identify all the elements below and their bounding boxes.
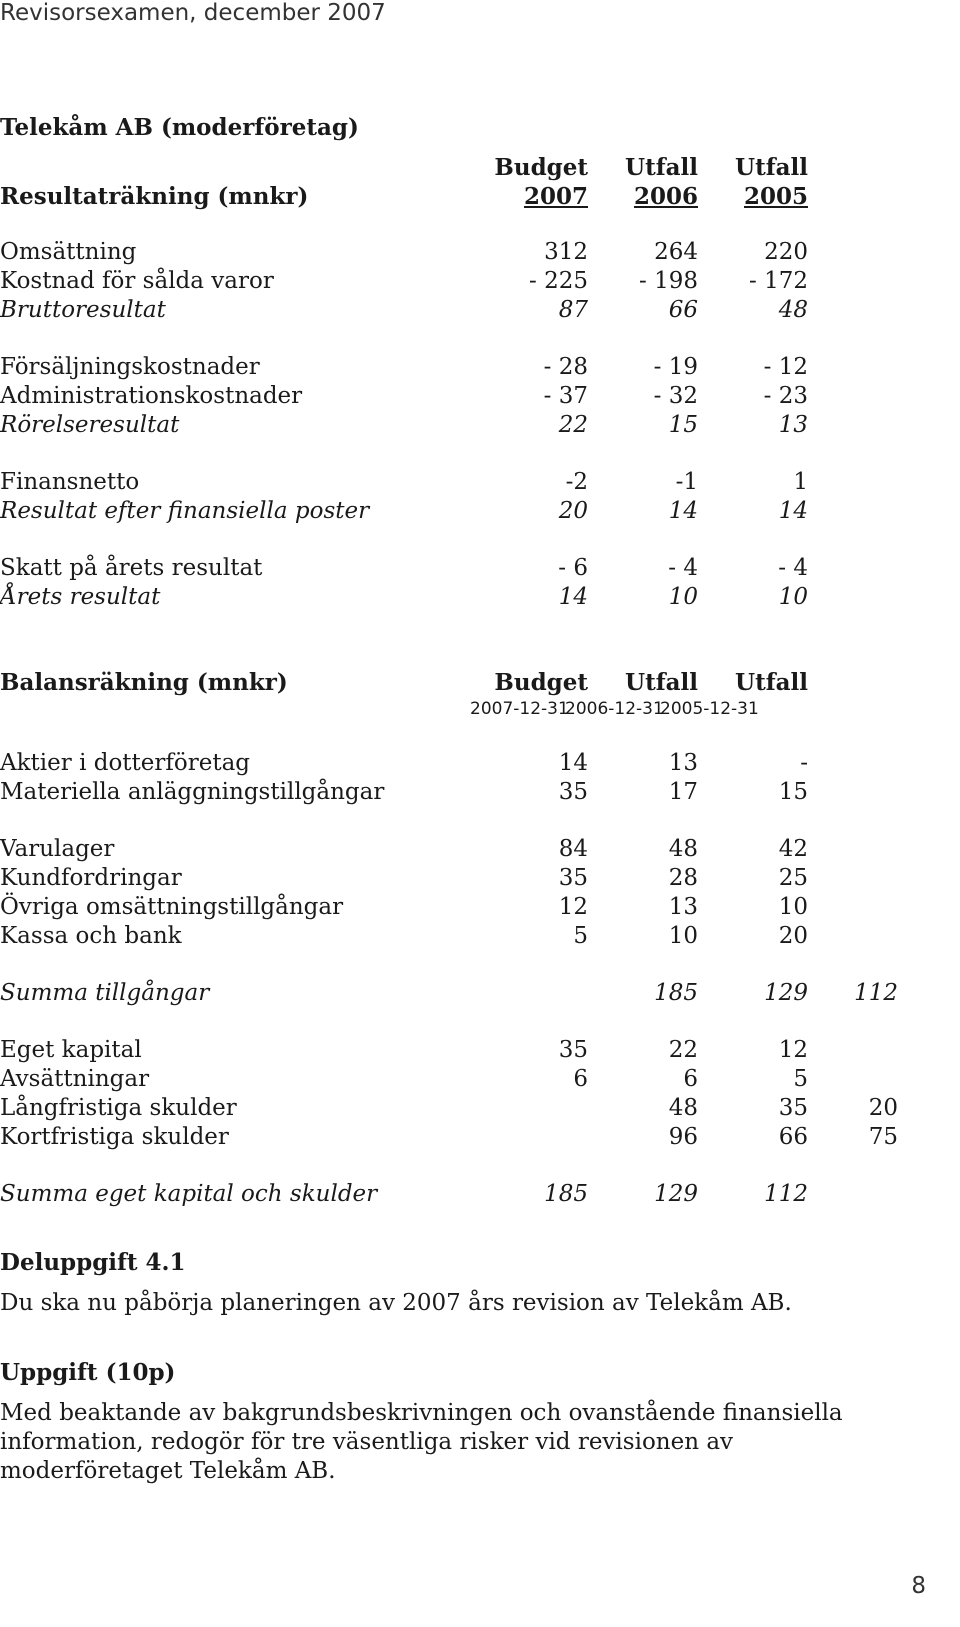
balance-row-value: 48 [668, 1095, 698, 1121]
income-row-value: - 32 [653, 383, 698, 409]
income-row-value: - 37 [543, 383, 588, 409]
income-row-value: - 198 [639, 268, 698, 294]
income-row-value: 14 [778, 498, 808, 524]
income-row-value: 20 [558, 498, 588, 524]
balance-row-value: 35 [558, 779, 588, 805]
balance-row-value: 20 [778, 923, 808, 949]
income-row-value: - 12 [763, 354, 808, 380]
balance-row-label: Varulager [0, 836, 115, 862]
balance-row-value: 129 [764, 980, 808, 1006]
income-row-value: - 28 [543, 354, 588, 380]
balance-row-label: Kortfristiga skulder [0, 1124, 229, 1150]
balance-row-value: 22 [668, 1037, 698, 1063]
income-row-value: - 172 [749, 268, 808, 294]
balance-row-value: 185 [544, 1181, 588, 1207]
income-col-year-2005: 2005 [743, 183, 808, 210]
income-row-value: - 4 [668, 555, 698, 581]
task-text-line: Med beaktande av bakgrundsbeskrivningen och ovanstående finansiella [0, 1400, 843, 1426]
income-row-value: 1 [793, 469, 808, 495]
income-row-label: Bruttoresultat [0, 297, 166, 323]
balance-row-value: 35 [778, 1095, 808, 1121]
task-text-line: moderföretaget Telekåm AB. [0, 1458, 336, 1484]
income-col-label-utfall-2005: Utfall [735, 154, 808, 181]
balance-row-value: 20 [868, 1095, 898, 1121]
income-row-value: 87 [558, 297, 588, 323]
income-row-label: Finansnetto [0, 469, 140, 495]
subtask-title: Deluppgift 4.1 [0, 1249, 186, 1276]
subtask-text: Du ska nu påbörja planeringen av 2007 års revision av Telekåm AB. [0, 1290, 792, 1316]
task-title: Uppgift (10p) [0, 1359, 176, 1386]
balance-col-date-2007: 2007-12-31 [470, 699, 569, 719]
income-row-label: Omsättning [0, 239, 137, 265]
income-row-value: 264 [654, 239, 698, 265]
balance-row-label: Aktier i dotterföretag [0, 750, 251, 776]
balance-row-label: Materiella anläggningstillgångar [0, 779, 385, 805]
balance-row-value: 42 [778, 836, 808, 862]
balance-row-value: 28 [668, 865, 698, 891]
income-row-label: Försäljningskostnader [0, 354, 260, 380]
income-row-label: Resultat efter finansiella poster [0, 498, 370, 524]
balance-row-value: 25 [778, 865, 808, 891]
balance-row-value: 6 [573, 1066, 588, 1092]
income-row-value: 48 [778, 297, 808, 323]
balance-row-value: 129 [654, 1181, 698, 1207]
balance-col-label-utfall-2005: Utfall [735, 669, 808, 696]
income-row-value: - 4 [778, 555, 808, 581]
income-row-value: 14 [668, 498, 698, 524]
balance-row-value: 15 [778, 779, 808, 805]
balance-row-label: Kassa och bank [0, 923, 182, 949]
balance-row-value: 96 [668, 1124, 698, 1150]
income-col-label-budget: Budget [494, 154, 588, 181]
balance-row-value: 112 [854, 980, 898, 1006]
income-row-value: 10 [778, 584, 808, 610]
balance-row-value: 75 [868, 1124, 898, 1150]
income-row-value: 14 [558, 584, 588, 610]
income-row-value: 312 [544, 239, 588, 265]
balance-row-value: 48 [668, 836, 698, 862]
balance-row-value: 112 [764, 1181, 808, 1207]
balance-row-value: 14 [558, 750, 588, 776]
balance-row-value: 185 [654, 980, 698, 1006]
balance-row-value: 10 [778, 894, 808, 920]
income-col-year-2007: 2007 [523, 183, 588, 210]
balance-row-value: 35 [558, 865, 588, 891]
page-number: 8 [911, 1573, 926, 1599]
income-row-value: - 225 [529, 268, 588, 294]
page-header: Revisorsexamen, december 2007 [0, 0, 386, 26]
income-col-label-utfall-2006: Utfall [625, 154, 698, 181]
income-row-label: Administrationskostnader [0, 383, 303, 409]
balance-row-label: Långfristiga skulder [0, 1095, 237, 1121]
balance-row-value: - [800, 750, 808, 776]
balance-title: Balansräkning (mnkr) [0, 669, 288, 696]
balance-col-date-2005: 2005-12-31 [660, 699, 759, 719]
income-row-value: 66 [668, 297, 698, 323]
income-row-value: -2 [565, 469, 588, 495]
income-row-value: -1 [675, 469, 698, 495]
income-row-label: Rörelseresultat [0, 412, 180, 438]
balance-col-date-2006: 2006-12-31 [565, 699, 664, 719]
balance-row-label: Kundfordringar [0, 865, 182, 891]
balance-row-value: 84 [558, 836, 588, 862]
balance-row-value: 12 [558, 894, 588, 920]
balance-row-value: 6 [683, 1066, 698, 1092]
balance-col-label-budget: Budget [494, 669, 588, 696]
income-row-label: Skatt på årets resultat [0, 555, 263, 581]
balance-row-value: 66 [778, 1124, 808, 1150]
task-text-line: information, redogör för tre väsentliga risker vid revisionen av [0, 1429, 734, 1455]
income-row-value: 220 [764, 239, 808, 265]
balance-row-label: Summa eget kapital och skulder [0, 1181, 378, 1207]
income-row-value: - 6 [558, 555, 588, 581]
balance-row-value: 12 [778, 1037, 808, 1063]
company-title: Telekåm AB (moderföretag) [0, 114, 359, 141]
balance-row-value: 5 [793, 1066, 808, 1092]
income-row-value: - 23 [763, 383, 808, 409]
income-row-value: 22 [558, 412, 588, 438]
income-title: Resultaträkning (mnkr) [0, 183, 309, 210]
balance-row-label: Eget kapital [0, 1037, 142, 1063]
balance-row-value: 35 [558, 1037, 588, 1063]
balance-row-value: 17 [668, 779, 698, 805]
balance-row-value: 13 [668, 894, 698, 920]
balance-col-label-utfall-2006: Utfall [625, 669, 698, 696]
balance-row-label: Övriga omsättningstillgångar [0, 894, 344, 920]
balance-row-value: 10 [668, 923, 698, 949]
income-row-value: 13 [778, 412, 808, 438]
income-row-label: Årets resultat [0, 584, 161, 610]
income-row-value: 15 [668, 412, 698, 438]
balance-row-value: 5 [573, 923, 588, 949]
income-row-value: 10 [668, 584, 698, 610]
balance-row-value: 13 [668, 750, 698, 776]
income-row-value: - 19 [653, 354, 698, 380]
income-col-year-2006: 2006 [633, 183, 698, 210]
balance-row-label: Avsättningar [0, 1066, 150, 1092]
balance-row-label: Summa tillgångar [0, 980, 210, 1006]
income-row-label: Kostnad för sålda varor [0, 268, 274, 294]
